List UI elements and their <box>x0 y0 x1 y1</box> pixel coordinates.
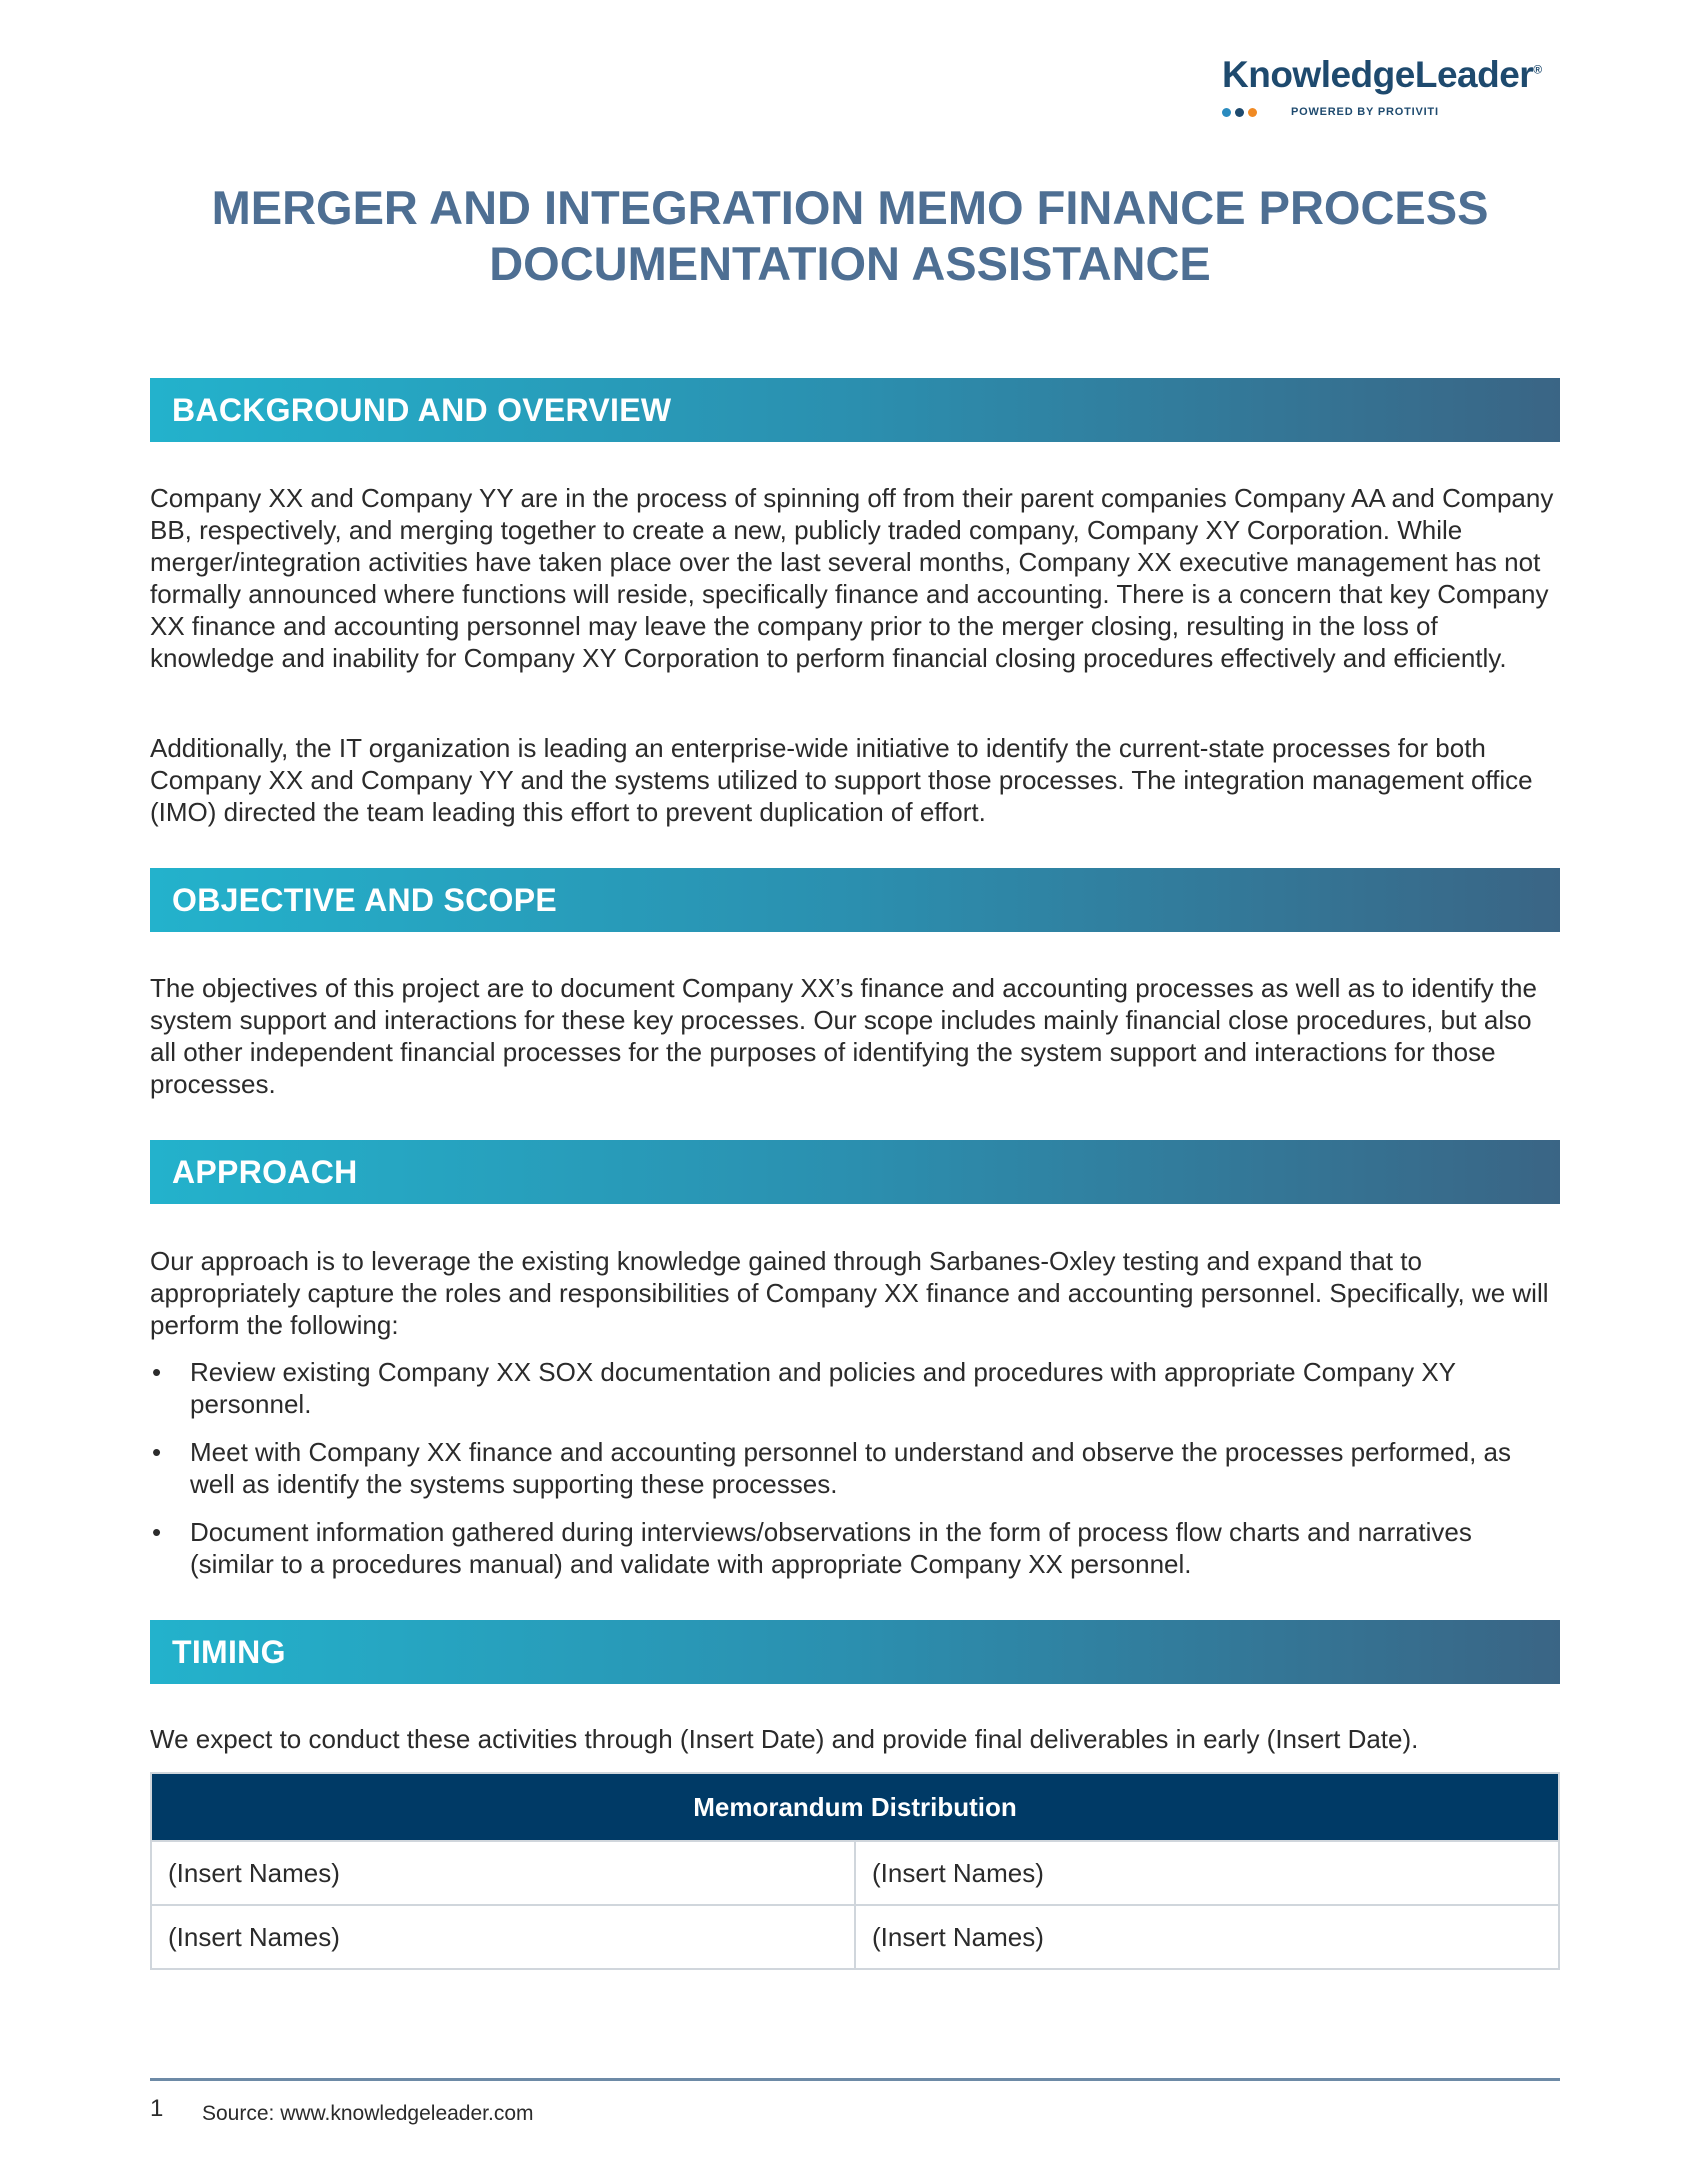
bullet-icon: • <box>152 1437 162 1467</box>
page-title <box>150 180 1550 292</box>
section-header-approach <box>150 1140 1560 1204</box>
logo-dots-icon <box>1222 108 1257 117</box>
background-paragraph-2: Additionally, the IT organization is leading an enterprise-wide initiative to identify the current-state processes for both Company XX and Company YY and the systems utilized to support those processes. The integration management office (IMO) directed the team leading this effort to prevent duplication of effort. <box>150 733 1533 827</box>
logo-dot-orange <box>1248 108 1257 117</box>
logo-wordmark: KnowledgeLeader® <box>1222 54 1542 95</box>
section-heading: OBJECTIVE AND SCOPE <box>172 881 558 918</box>
page-number: 1 <box>150 2095 164 2122</box>
bullet-icon: • <box>152 1357 162 1387</box>
table-cell: (Insert Names) <box>855 1841 1559 1905</box>
list-item: • Review existing Company XX SOX documentation and policies and procedures with appropriate Company XY personnel. <box>152 1357 1456 1419</box>
approach-bullet-list <box>150 1356 1560 1596</box>
approach-paragraph: Our approach is to leverage the existing knowledge gained through Sarbanes-Oxley testing and expand that to appropriately capture the roles and responsibilities of Company XX finance and accounting personnel. Specifically, we will perform the following: <box>150 1246 1549 1340</box>
page-title-line1: MERGER AND INTEGRATION MEMO FINANCE PROCESS <box>211 181 1489 234</box>
section-heading: APPROACH <box>172 1153 358 1190</box>
memorandum-distribution-table <box>150 1772 1560 1970</box>
logo-dot-blue <box>1222 108 1231 117</box>
footer-divider <box>150 2078 1560 2081</box>
table-row <box>151 1841 1559 1905</box>
page-title-line2: DOCUMENTATION ASSISTANCE <box>489 237 1211 290</box>
source-note: Source: www.knowledgeleader.com <box>202 2102 534 2125</box>
section-header-objective <box>150 868 1560 932</box>
table-cell: (Insert Names) <box>151 1905 855 1969</box>
background-paragraph-1: Company XX and Company YY are in the process of spinning off from their parent companies Company AA and Company BB, respectively, and merging together to create a new, publicly traded company, Company XY Corporation. While merger/integration activities have taken place over the last several months, Company XX executive management has not formally announced where functions will reside, specifically finance and accounting. There is a concern that key Company XX finance and accounting personnel may leave the company prior to the merger closing, resulting in the loss of knowledge and inability for Company XY Corporation to perform financial closing procedures effectively and efficiently. <box>150 483 1554 673</box>
knowledgeleader-logo <box>1222 54 1552 118</box>
bullet-icon: • <box>152 1517 162 1547</box>
table-row <box>151 1905 1559 1969</box>
timing-paragraph: We expect to conduct these activities through (Insert Date) and provide final deliverables in early (Insert Date). <box>150 1724 1419 1754</box>
table-header: Memorandum Distribution <box>151 1773 1559 1841</box>
table-cell: (Insert Names) <box>855 1905 1559 1969</box>
table-cell: (Insert Names) <box>151 1841 855 1905</box>
list-item: • Meet with Company XX finance and accounting personnel to understand and observe the processes performed, as well as identify the systems supporting these processes. <box>152 1437 1512 1499</box>
logo-dot-navy <box>1235 108 1244 117</box>
section-header-timing <box>150 1620 1560 1684</box>
objective-paragraph: The objectives of this project are to document Company XX’s finance and accounting processes as well as to identify the system support and interactions for these key processes. Our scope includes mainly financial close procedures, but also all other independent financial processes for the purposes of identifying the system support and interactions for those processes. <box>150 973 1537 1099</box>
section-heading: BACKGROUND AND OVERVIEW <box>172 391 672 428</box>
logo-subline <box>1222 106 1552 118</box>
logo-tagline: POWERED BY PROTIVITI <box>1291 106 1439 118</box>
list-item: • Document information gathered during interviews/observations in the form of process flow charts and narratives (similar to a procedures manual) and validate with appropriate Company XX personnel. <box>152 1517 1472 1579</box>
section-header-background <box>150 378 1560 442</box>
section-heading: TIMING <box>172 1633 286 1670</box>
